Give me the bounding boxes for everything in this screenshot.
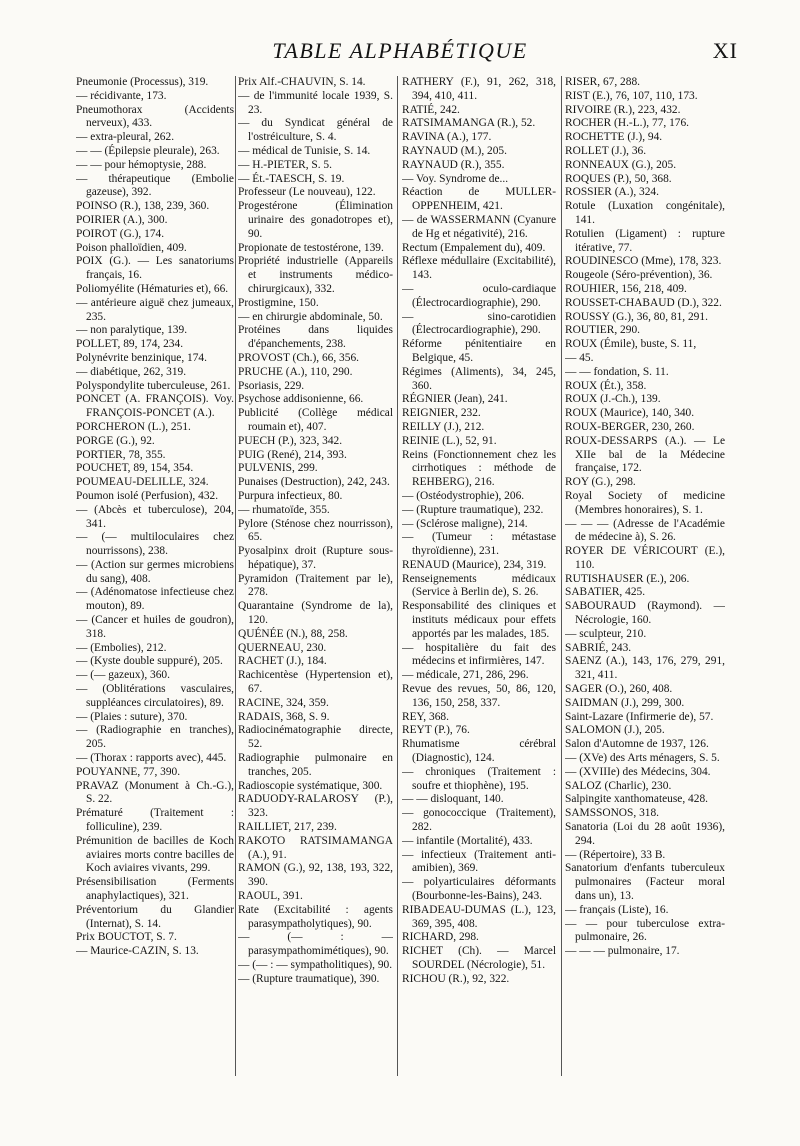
index-entry: — médicale, 271, 286, 296.	[402, 669, 529, 682]
index-entry: Radioscopie systématique, 300.	[238, 779, 383, 792]
index-entry: SABATIER, 425.	[565, 586, 646, 599]
index-entry: Régimes (Aliments), 34, 245, 360.	[402, 365, 556, 392]
index-entry: Pneumothorax (Accidents nerveux), 433.	[76, 103, 234, 130]
index-entry: — récidivante, 173.	[76, 89, 167, 102]
index-entry: ROUX-BERGER, 230, 260.	[565, 420, 695, 433]
index-entry: — de WASSERMANN (Cyanure de Hg et négativité), 216.	[402, 213, 556, 240]
index-entry: Salpingite xanthomateuse, 428.	[565, 793, 708, 806]
index-entry: — — (Épilepsie pleurale), 263.	[76, 144, 220, 157]
index-entry: — H.-PIETER, S. 5.	[238, 158, 332, 171]
index-column-4	[565, 76, 725, 1136]
index-entry: — (Action sur germes microbiens du sang), 408.	[76, 558, 234, 585]
index-entry: RICHOU (R.), 92, 322.	[402, 972, 510, 985]
index-entry: POLLET, 89, 174, 234.	[76, 338, 184, 351]
index-entry: — diabétique, 262, 319.	[76, 365, 187, 378]
index-column-2	[238, 76, 393, 1136]
index-entry: Protéines dans liquides d'épanchements, 238.	[238, 324, 393, 351]
index-entry: Responsabilité des cliniques et instituts médicaux pour effets apportés par les malades, 185.	[402, 600, 556, 640]
index-entry: ROUHIER, 156, 218, 409.	[565, 282, 687, 295]
index-entry: PUECH (P.), 323, 342.	[238, 434, 343, 447]
index-entry: Poumon isolé (Perfusion), 432.	[76, 489, 219, 502]
index-entry: — (— gazeux), 360.	[76, 669, 170, 682]
index-entry: — de l'immunité locale 1939, S. 23.	[238, 89, 393, 116]
index-entry: Radiocinématographie directe, 52.	[238, 724, 393, 751]
index-entry: REIGNIER, 232.	[402, 407, 481, 420]
index-entry: Royal Society of medicine (Membres honoraires), S. 1.	[565, 489, 725, 516]
index-entry: REILLY (J.), 212.	[402, 420, 485, 433]
index-entry: Rachicentèse (Hypertension et), 67.	[238, 669, 393, 696]
index-entry: Reins (Fonctionnement chez les cirrhotiques : méthode de REHBERG), 216.	[402, 448, 556, 489]
index-entry: Professeur (Le nouveau), 122.	[238, 186, 376, 199]
index-entry: Rectum (Empalement du), 409.	[402, 241, 546, 254]
index-entry: — — disloquant, 140.	[402, 793, 504, 806]
index-entry: POIROT (G.), 174.	[76, 227, 165, 240]
index-entry: REYT (P.), 76.	[402, 724, 470, 737]
index-entry: Pyramidon (Traitement par le), 278.	[238, 572, 393, 599]
index-entry: — (— : — sympatholitiques), 90.	[238, 959, 393, 971]
index-entry: PRAVAZ (Monument à Ch.-G.), S. 22.	[76, 779, 234, 806]
index-entry: Réforme pénitentiaire en Belgique, 45.	[402, 338, 556, 364]
index-entry: QUÉNÉE (N.), 88, 258.	[238, 627, 348, 640]
index-entry: — Ét.-TAESCH, S. 19.	[238, 172, 345, 185]
index-entry: Pylore (Sténose chez nourrisson), 65.	[238, 517, 393, 544]
index-entry: — 45.	[565, 351, 594, 364]
index-entry: Psoriasis, 229.	[238, 379, 305, 392]
index-entry: — (Oblitérations vasculaires, suppléances circulatoires), 89.	[76, 683, 234, 709]
index-entry: REY, 368.	[402, 710, 449, 723]
index-entry: ROUTIER, 290.	[565, 324, 640, 337]
index-entry: RAILLIET, 217, 239.	[238, 821, 337, 834]
index-entry: — antérieure aiguë chez jumeaux, 235.	[76, 296, 234, 323]
index-entry: — (Rupture traumatique), 390.	[238, 972, 380, 985]
index-entry: Propionate de testostérone, 139.	[238, 241, 384, 254]
index-entry: ROUX (J.-Ch.), 139.	[565, 393, 661, 406]
index-entry: ROY (G.), 298.	[565, 476, 636, 489]
column-divider	[397, 76, 398, 1076]
index-entry: RATHERY (F.), 91, 262, 318, 394, 410, 411.	[402, 76, 556, 102]
index-entry: ROUDINESCO (Mme), 178, 323.	[565, 255, 722, 268]
index-entry: POUMEAU-DELILLE, 324.	[76, 476, 209, 489]
index-entry: Propriété industrielle (Appareils et instruments médico-chirurgicaux), 332.	[238, 255, 393, 295]
index-entry: Rotule (Luxation congénitale), 141.	[565, 200, 725, 226]
index-entry: — (Ostéodystrophie), 206.	[402, 489, 525, 502]
index-entry: PRUCHE (A.), 110, 290.	[238, 365, 353, 378]
index-entry: REINIE (L.), 52, 91.	[402, 434, 497, 447]
index-entry: POUYANNE, 77, 390.	[76, 765, 181, 778]
index-entry: — (XVe) des Arts ménagers, S. 5.	[565, 752, 720, 765]
index-entry: — (Kyste double suppuré), 205.	[76, 655, 223, 668]
index-entry: — (Adénomatose infectieuse chez mouton), 89.	[76, 586, 234, 613]
index-entry: RISER, 67, 288.	[565, 76, 640, 88]
index-entry: Quarantaine (Syndrome de la), 120.	[238, 600, 393, 627]
index-entry: RICHET (Ch). — Marcel SOURDEL (Nécrologie), 51.	[402, 945, 556, 971]
index-entry: Renseignements médicaux (Service à Berlin de), S. 26.	[402, 572, 556, 599]
index-entry: Rate (Excitabilité : agents parasympatholytiques), 90.	[238, 903, 393, 930]
index-entry: Purpura infectieux, 80.	[238, 489, 343, 502]
index-entry: Rhumatisme cérébral (Diagnostic), 124.	[402, 738, 556, 765]
index-entry: — français (Liste), 16.	[565, 903, 669, 916]
index-entry: — oculo-cardiaque (Électrocardiographie), 290.	[402, 282, 556, 309]
index-entry: RAMON (G.), 92, 138, 193, 322, 390.	[238, 862, 393, 889]
index-entry: SABRIÉ, 243.	[565, 641, 632, 654]
index-entry: ROSSIER (A.), 324.	[565, 186, 659, 199]
index-entry: — rhumatoïde, 355.	[238, 503, 330, 516]
index-entry: ROYER DE VÉRICOURT (E.), 110.	[565, 545, 725, 571]
index-entry: — — fondation, S. 11.	[565, 365, 669, 378]
index-entry: ROUSSET-CHABAUD (D.), 322.	[565, 296, 722, 309]
index-entry: QUERNEAU, 230.	[238, 641, 327, 654]
index-entry: — Voy. Syndrome de...	[402, 172, 509, 185]
index-entry: RAKOTO RATSIMAMANGA (A.), 91.	[238, 834, 393, 861]
index-entry: — (XVIIIe) des Médecins, 304.	[565, 765, 711, 778]
index-entry: RIBADEAU-DUMAS (L.), 123, 369, 395, 408.	[402, 903, 556, 930]
index-entry: — — pour hémoptysie, 288.	[76, 158, 207, 171]
index-column-3	[402, 76, 556, 1136]
index-entry: ROCHETTE (J.), 94.	[565, 131, 663, 144]
index-entry: SAMSSONOS, 318.	[565, 807, 660, 820]
index-entry: — polyarticulaires déformants (Bourbonne-les-Bains), 243.	[402, 876, 556, 903]
index-entry: Prostigmine, 150.	[238, 296, 319, 309]
index-entry: RADUODY-RALAROSY (P.), 323.	[238, 793, 393, 820]
index-entry: RIVOIRE (R.), 223, 432.	[565, 103, 681, 116]
index-entry: PORGE (G.), 92.	[76, 434, 155, 447]
index-entry: POIX (G.). — Les sanatoriums français, 16.	[76, 255, 234, 282]
index-entry: — — — pulmonaire, 17.	[565, 945, 680, 958]
index-entry: Radiographie pulmonaire en tranches, 205.	[238, 752, 393, 778]
index-entry: Sanatorium d'enfants tuberculeux pulmonaires (Facteur moral dans un), 13.	[565, 862, 725, 903]
index-entry: — chroniques (Traitement : soufre et thiophène), 195.	[402, 765, 556, 792]
index-entry: — (— multiloculaires chez nourrissons), 238.	[76, 531, 234, 558]
index-entry: — (Embolies), 212.	[76, 641, 167, 654]
index-entry: ROCHER (H.-L.), 77, 176.	[565, 117, 690, 130]
index-entry: Présensibilisation (Ferments anaphylactiques), 321.	[76, 876, 234, 903]
index-entry: Prémunition de bacilles de Koch aviaires morts contre bacilles de Koch aviaires vivants, 299.	[76, 834, 234, 875]
index-entry: — infantile (Mortalité), 433.	[402, 834, 533, 847]
index-entry: Prix BOUCTOT, S. 7.	[76, 931, 177, 944]
index-entry: SABOURAUD (Raymond). — Nécrologie, 160.	[565, 600, 725, 627]
index-entry: RIST (E.), 76, 107, 110, 173.	[565, 89, 698, 102]
index-entry: RICHARD, 298.	[402, 931, 479, 944]
index-entry: Polynévrite benzinique, 174.	[76, 351, 207, 364]
index-entry: Pneumonie (Processus), 319.	[76, 76, 209, 88]
index-entry: Saint-Lazare (Infirmerie de), 57.	[565, 710, 714, 723]
index-column-1	[76, 76, 234, 1136]
index-entry: — hospitalière du fait des médecins et infirmières, 147.	[402, 641, 556, 668]
index-entry: PUIG (René), 214, 393.	[238, 448, 347, 461]
index-entry: ROUX (Maurice), 140, 340.	[565, 407, 695, 420]
index-entry: SALOZ (Charlic), 230.	[565, 779, 672, 792]
index-entry: — (Tumeur : métastase thyroïdienne), 231.	[402, 531, 556, 558]
index-entry: ROUX (Ét.), 358.	[565, 379, 647, 392]
index-entry: PORCHERON (L.), 251.	[76, 420, 191, 433]
index-entry: ROUSSY (G.), 36, 80, 81, 291.	[565, 310, 708, 323]
index-entry: RUTISHAUSER (E.), 206.	[565, 572, 690, 585]
index-entry: Rougeole (Séro-prévention), 36.	[565, 269, 713, 282]
index-entry: — extra-pleural, 262.	[76, 131, 175, 144]
index-entry: — — pour tuberculose extra-pulmonaire, 26.	[565, 917, 725, 944]
index-entry: Punaises (Destruction), 242, 243.	[238, 476, 390, 489]
index-entry: PULVENIS, 299.	[238, 462, 318, 475]
index-entry: Poison phalloïdien, 409.	[76, 241, 187, 254]
index-entry: SAENZ (A.), 143, 176, 279, 291, 321, 411.	[565, 655, 725, 682]
index-entry: Poliomyélite (Hématuries et), 66.	[76, 282, 229, 295]
index-entry: RADAIS, 368, S. 9.	[238, 710, 330, 723]
index-entry: RAOUL, 391.	[238, 890, 303, 903]
index-entry: POUCHET, 89, 154, 354.	[76, 462, 194, 475]
index-entry: ROLLET (J.), 36.	[565, 144, 647, 157]
index-entry: — (Sclérose maligne), 214.	[402, 517, 528, 530]
index-entry: SAIDMAN (J.), 299, 300.	[565, 696, 685, 709]
index-entry: Progestérone (Élimination urinaire des gonadotropes et), 90.	[238, 200, 393, 240]
index-entry: Publicité (Collège médical roumain et), 407.	[238, 407, 393, 433]
column-divider	[561, 76, 562, 1076]
page-number: XI	[712, 38, 738, 63]
index-entry: SALOMON (J.), 205.	[565, 724, 665, 737]
index-entry: RAYNAUD (R.), 355.	[402, 158, 505, 171]
index-entry: Préventorium du Glandier (Internat), S. 14.	[76, 903, 234, 930]
page-header	[0, 38, 800, 68]
index-entry: ROUX (Émile), buste, S. 11,	[565, 338, 697, 351]
index-entry: — (— : — parasympathomimétiques), 90.	[238, 931, 393, 958]
index-entry: RÉGNIER (Jean), 241.	[402, 393, 508, 406]
index-entry: — (Thorax : rapports avec), 445.	[76, 752, 227, 765]
index-entry: Rotulien (Ligament) : rupture itérative, 77.	[565, 227, 725, 254]
index-entry: RONNEAUX (G.), 205.	[565, 158, 677, 171]
index-entry: RACINE, 324, 359.	[238, 696, 329, 709]
index-entry: PONCET (A. FRANÇOIS). Voy. FRANÇOIS-PONCET (A.).	[76, 393, 234, 420]
index-entry: RAYNAUD (M.), 205.	[402, 144, 507, 157]
index-entry: SAGER (O.), 260, 408.	[565, 683, 673, 696]
index-entry: — (Répertoire), 33 B.	[565, 848, 666, 861]
index-columns	[76, 76, 746, 1136]
index-entry: — (Abcès et tuberculose), 204, 341.	[76, 503, 234, 530]
index-entry: — non paralytique, 139.	[76, 324, 188, 337]
index-entry: — sculpteur, 210.	[565, 627, 647, 640]
index-entry: Réflexe médullaire (Excitabilité), 143.	[402, 255, 556, 282]
index-entry: — (Cancer et huiles de goudron), 318.	[76, 614, 234, 640]
index-entry: Prématuré (Traitement : folliculine), 239.	[76, 807, 234, 834]
index-entry: Salon d'Automne de 1937, 126.	[565, 738, 709, 751]
index-entry: — médical de Tunisie, S. 14.	[238, 144, 371, 157]
index-entry: ROQUES (P.), 50, 368.	[565, 172, 672, 185]
index-entry: — infectieux (Traitement anti-amibien), 369.	[402, 848, 556, 875]
index-entry: PROVOST (Ch.), 66, 356.	[238, 351, 359, 364]
index-entry: — du Syndicat général de l'ostréiculture, S. 4.	[238, 117, 393, 144]
page-title: TABLE ALPHABÉTIQUE	[272, 38, 528, 63]
index-entry: — sino-carotidien (Électrocardiographie), 290.	[402, 310, 556, 337]
index-entry: Réaction de MULLER-OPPENHEIM, 421.	[402, 186, 556, 213]
index-entry: — (Rupture traumatique), 232.	[402, 503, 544, 516]
index-entry: RAVINA (A.), 177.	[402, 131, 492, 144]
index-entry: — (Plaies : suture), 370.	[76, 710, 188, 723]
index-entry: POINSO (R.), 138, 239, 360.	[76, 200, 210, 213]
index-entry: Pyosalpinx droit (Rupture sous-hépatique), 37.	[238, 545, 393, 571]
index-entry: POIRIER (A.), 300.	[76, 213, 168, 226]
index-entry: — Maurice-CAZIN, S. 13.	[76, 945, 199, 958]
index-entry: Sanatoria (Loi du 28 août 1936), 294.	[565, 821, 725, 847]
index-entry: RENAUD (Maurice), 234, 319.	[402, 558, 547, 571]
index-entry: Polyspondylite tuberculeuse, 261.	[76, 379, 231, 392]
index-entry: — thérapeutique (Embolie gazeuse), 392.	[76, 172, 234, 199]
index-entry: PORTIER, 78, 355.	[76, 448, 166, 461]
index-entry: RACHET (J.), 184.	[238, 655, 327, 668]
index-entry: Prix Alf.-CHAUVIN, S. 14.	[238, 76, 366, 88]
index-entry: Psychose addisonienne, 66.	[238, 393, 364, 406]
index-entry: — (Radiographie en tranches), 205.	[76, 724, 234, 751]
index-entry: — en chirurgie abdominale, 50.	[238, 310, 383, 323]
index-entry: — gonococcique (Traitement), 282.	[402, 807, 556, 834]
index-entry: Revue des revues, 50, 86, 120, 136, 150, 258, 337.	[402, 683, 556, 709]
index-entry: RATIÉ, 242.	[402, 103, 460, 116]
index-entry: — — — (Adresse de l'Académie de médecine à), S. 26.	[565, 517, 725, 544]
column-divider	[235, 76, 236, 1076]
index-entry: RATSIMAMANGA (R.), 52.	[402, 117, 536, 130]
index-entry: ROUX-DESSARPS (A.). — Le XIIe bal de la Médecine française, 172.	[565, 434, 725, 475]
